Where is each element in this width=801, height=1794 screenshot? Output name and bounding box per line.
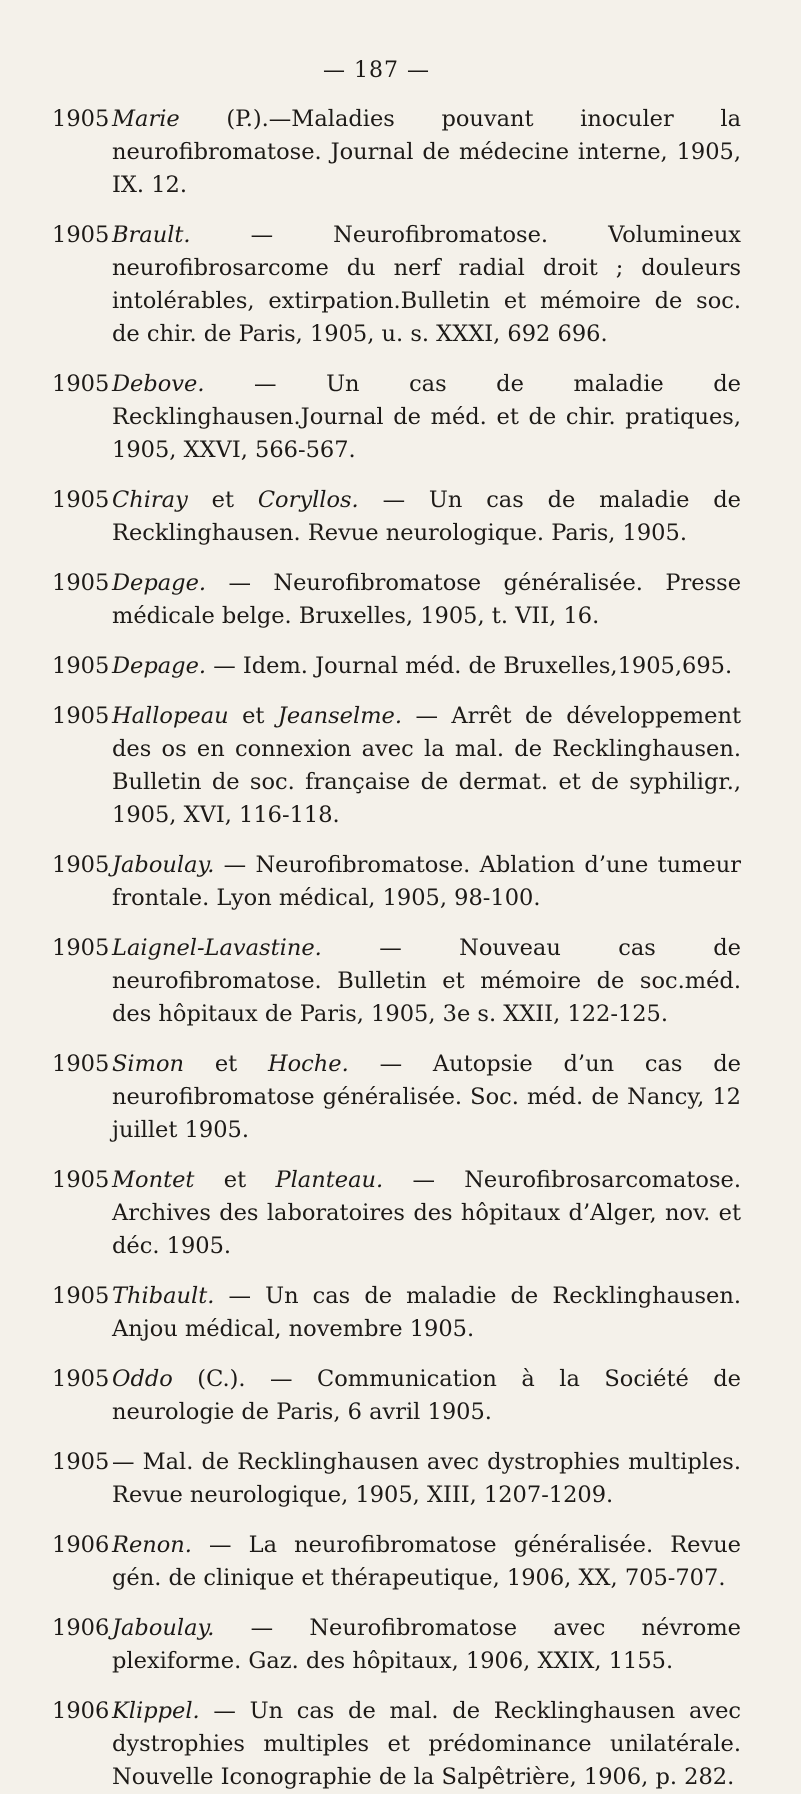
entry-author: Debove.	[112, 371, 205, 397]
bibliography-entry	[52, 650, 741, 683]
entry-year: 1905	[52, 371, 110, 397]
entry-coauthor: Planteau.	[275, 1167, 384, 1193]
entry-year: 1905	[52, 1366, 110, 1392]
entry-text: — Un cas de mal. de Recklinghausen avec dystrophies multiples et prédominance unilatérale. Nouvelle Iconographie de la Salpêtrière, 1906, p. 282.	[112, 1698, 741, 1790]
entry-text: — Neurofibromatose avec névrome plexiforme. Gaz. des hôpitaux, 1906, XXIX, 1155.	[112, 1615, 741, 1674]
entry-coauthor: Jeanselme.	[277, 703, 402, 729]
entry-author: Thibault.	[112, 1283, 215, 1309]
entry-text: — Nouveau cas de neurofibromatose. Bulletin et mémoire de soc.méd. des hôpitaux de Paris, 1905, 3e s. XXII, 122-125.	[112, 935, 741, 1027]
entry-author: Hallopeau	[112, 703, 229, 729]
entry-year: 1906	[52, 1615, 110, 1641]
entry-text: — Neurofibromatose généralisée. Presse médicale belge. Bruxelles, 1905, t. VII, 16.	[112, 570, 742, 629]
bibliography-entry	[52, 103, 741, 202]
entry-author: Marie	[112, 106, 180, 132]
entry-author: Depage.	[112, 570, 207, 596]
entry-separator	[191, 222, 251, 248]
entry-text: — Mal. de Recklinghausen avec dystrophies multiples. Revue neurologique, 1905, XIII, 1207-1209.	[112, 1449, 741, 1508]
entry-separator	[322, 935, 379, 961]
entry-year: 1905	[52, 1051, 110, 1077]
entry-separator: et	[228, 703, 278, 729]
bibliography-entry	[52, 700, 741, 832]
entry-year: 1905	[52, 1167, 110, 1193]
bibliography-entry	[52, 219, 741, 351]
entry-year: 1905	[52, 487, 110, 513]
entry-separator	[214, 1615, 250, 1641]
entry-author: Renon.	[112, 1532, 192, 1558]
bibliography-entry	[52, 1164, 741, 1263]
entry-text: — Arrêt de développement des os en connexion avec la mal. de Recklinghausen. Bulletin de soc. française de dermat. et de syphiligr., 1905, XVI, 116-118.	[112, 703, 741, 828]
entry-text: — Un cas de maladie de Recklinghausen. Revue neurologique. Paris, 1905.	[112, 487, 741, 546]
bibliography-entry	[52, 1695, 741, 1794]
entry-separator	[204, 371, 254, 397]
entry-author: Brault.	[112, 222, 191, 248]
bibliography-entry	[52, 484, 741, 550]
entry-separator: et	[194, 1167, 276, 1193]
bibliography-entry	[52, 932, 741, 1031]
entry-separator: et	[183, 1051, 268, 1077]
entry-text: — Idem. Journal méd. de Bruxelles,1905,695.	[213, 653, 733, 679]
entry-text: — Un cas de maladie de Recklinghausen. Anjou médical, novembre 1905.	[112, 1283, 741, 1342]
entry-separator: (C.).	[172, 1366, 271, 1392]
entry-year: 1905	[52, 1449, 110, 1475]
entry-author: Jaboulay.	[112, 1615, 215, 1641]
entry-separator	[200, 1698, 214, 1724]
bibliography-entry	[52, 849, 741, 915]
entry-author: Jaboulay.	[112, 852, 215, 878]
entry-separator	[192, 1532, 209, 1558]
entry-coauthor: Hoche.	[268, 1051, 349, 1077]
entry-separator: et	[187, 487, 258, 513]
page-number: — 187 —	[323, 58, 430, 83]
bibliography-entry	[52, 1446, 741, 1512]
bibliography-entry	[52, 1612, 741, 1678]
entry-coauthor: Coryllos.	[257, 487, 359, 513]
entry-text: — Neurofibromatose. Volumineux neurofibrosarcome du nerf radial droit ; douleurs intolérables, extirpation.Bulletin et mémoire de soc. de chir. de Paris, 1905, u. s. XXXI, 692 696.	[112, 222, 741, 347]
bibliography-list	[52, 103, 741, 1794]
entry-author: Chiray	[112, 487, 188, 513]
bibliography-entry	[52, 1280, 741, 1346]
entry-author: Klippel.	[112, 1698, 200, 1724]
bibliography-entry	[52, 1048, 741, 1147]
entry-text: — Neurofibromatose. Ablation d’une tumeur frontale. Lyon médical, 1905, 98-100.	[112, 852, 741, 911]
entry-text: — Neurofibrosarcomatose. Archives des laboratoires des hôpitaux d’Alger, nov. et déc. 1905.	[112, 1167, 741, 1259]
bibliography-entry	[52, 1529, 741, 1595]
entry-separator	[214, 852, 223, 878]
entry-text: —Maladies pouvant inoculer la neurofibromatose. Journal de médecine interne, 1905, IX. 12.	[112, 106, 741, 198]
entry-year: 1905	[52, 935, 110, 961]
bibliography-entry	[52, 567, 741, 633]
bibliography-entry	[52, 368, 741, 467]
entry-year: 1905	[52, 106, 110, 132]
entry-year: 1906	[52, 1532, 110, 1558]
entry-year: 1905	[52, 1283, 110, 1309]
entry-separator	[214, 1283, 228, 1309]
entry-separator	[206, 570, 228, 596]
entry-text: — Un cas de maladie de Recklinghausen.Journal de méd. et de chir. pratiques, 1905, XXVI, 566-567.	[112, 371, 741, 463]
entry-text: — Autopsie d’un cas de neurofibromatose généralisée. Soc. méd. de Nancy, 12 juillet 1905.	[112, 1051, 741, 1143]
entry-year: 1905	[52, 570, 110, 596]
entry-year: 1905	[52, 852, 110, 878]
entry-text: — Communication à la Société de neurologie de Paris, 6 avril 1905.	[112, 1366, 741, 1425]
entry-year: 1905	[52, 703, 110, 729]
entry-author: Laignel-Lavastine.	[112, 935, 322, 961]
entry-year: 1905	[52, 222, 110, 248]
entry-author: Montet	[112, 1167, 195, 1193]
entry-separator: (P.).	[179, 106, 269, 132]
entry-text: — La neurofibromatose généralisée. Revue gén. de clinique et thérapeutique, 1906, XX, 705-707.	[112, 1532, 741, 1591]
entry-author: Simon	[112, 1051, 184, 1077]
entry-year: 1905	[52, 653, 110, 679]
entry-year: 1906	[52, 1698, 110, 1724]
bibliography-entry	[52, 1363, 741, 1429]
entry-author: Depage.	[112, 653, 207, 679]
entry-author: Oddo	[112, 1366, 173, 1392]
